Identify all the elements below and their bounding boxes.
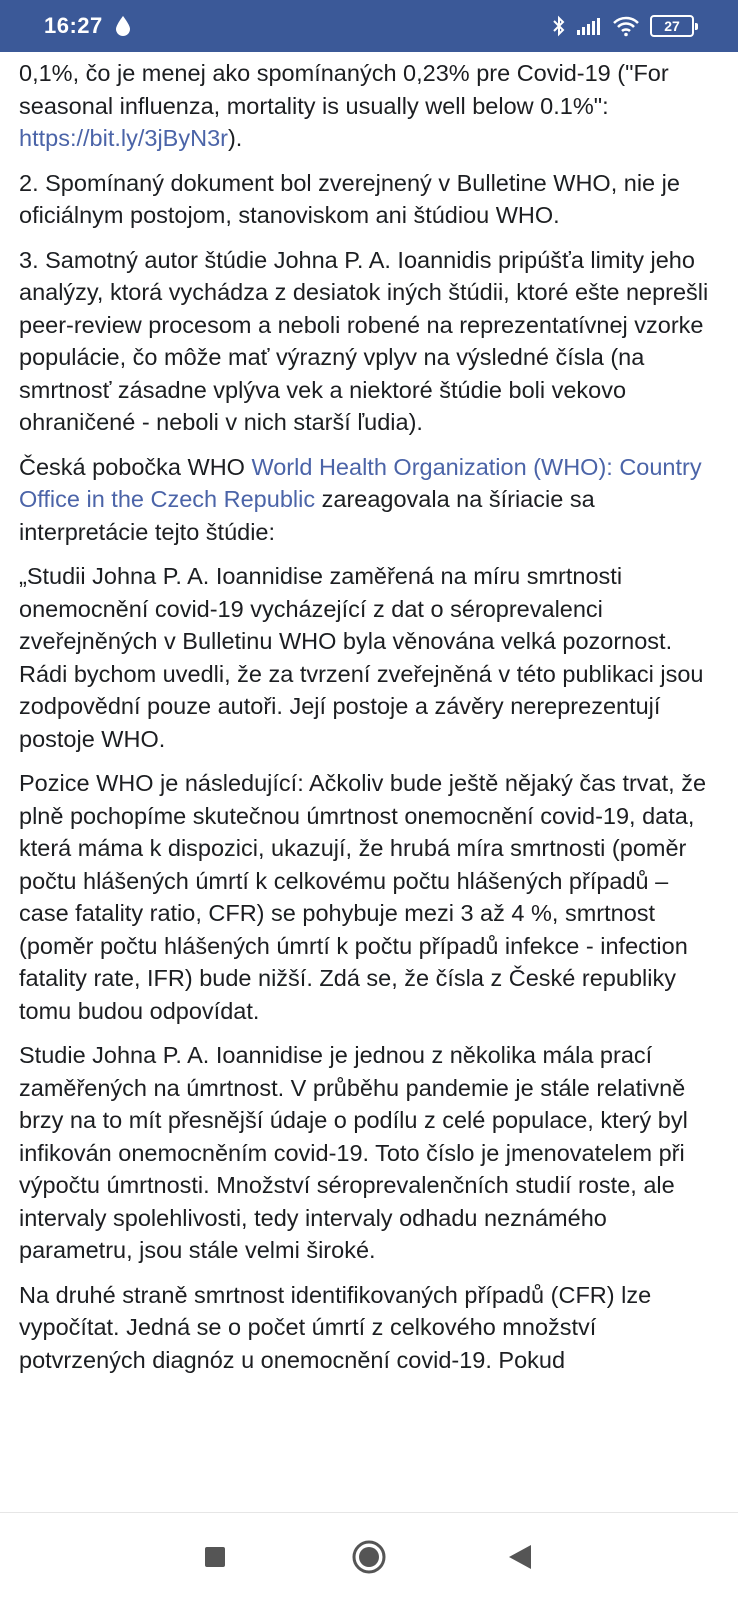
status-time: 16:27 xyxy=(44,13,103,38)
post-body xyxy=(0,52,738,1512)
square-icon xyxy=(203,1545,227,1569)
paragraph-1: 0,1%, čo je menej ako spomínaných 0,23% pre Covid-19 ("For seasonal influenza, mortality is usually well below 0.1%": https://bit.ly/3jByN3r). xyxy=(19,60,669,151)
navigation-bar xyxy=(0,1512,738,1600)
paragraph-3: 3. Samotný autor štúdie Johna P. A. Ioannidis pripúšťa limity jeho analýzy, ktorá vychádza z desiatok iných štúdii, ktoré ešte neprešli peer-review procesom a neboli robené na reprezentatívnej vzorke populácie, čo môže mať výrazný vplyv na výsledné čísla (na smrtnosť zásadne vplýva vek a niektoré štúdie boli vekovo ohraničené - neboli v nich starší ľudia). xyxy=(19,246,709,435)
home-button[interactable] xyxy=(349,1537,389,1577)
wifi-icon xyxy=(612,15,640,37)
paragraph-5: „Studii Johna P. A. Ioannidise zaměřená na míru smrtnosti onemocnění covid-19 vycházející z dat o séroprevalenci zveřejněných v Bulletinu WHO byla věnována velká pozornost. Rádi bychom uvedli, že za tvrzení zveřejněná v této publikaci jsou zodpovědní pouze autoři. Její postoje a závěry nereprezentují postoje WHO. xyxy=(19,563,704,752)
status-bar xyxy=(0,0,738,52)
status-icons xyxy=(552,15,694,37)
recents-button[interactable] xyxy=(195,1537,235,1577)
bitly-link[interactable]: https://bit.ly/3jByN3r xyxy=(19,125,228,151)
who-page-link[interactable]: World Health Organization (WHO): Country Office in the Czech Republic xyxy=(19,453,702,512)
bluetooth-icon xyxy=(552,15,566,37)
battery-icon xyxy=(650,15,694,37)
water-drop-icon xyxy=(115,15,131,37)
paragraph-4: Česká pobočka WHO World Health Organization (WHO): Country Office in the Czech Republic zareagovala na šíriacie sa interpretácie tejto štúdie: xyxy=(19,453,702,545)
battery-level: 27 xyxy=(664,18,680,34)
back-triangle-icon xyxy=(507,1543,533,1571)
paragraph-7: Studie Johna P. A. Ioannidise je jednou z několika mála prací zaměřených na úmrtnost. V průběhu pandemie je stále relativně brzy na to mít přesnější údaje o podílu z celé populace, který byl infikován onemocněním covid-19. Toto číslo je jmenovatelem při výpočtu úmrtnosti. Množství séroprevalenčních studií roste, ale intervaly spolehlivosti, tedy intervaly odhadu neznámého parametru, jsou stále velmi široké. xyxy=(19,1042,688,1263)
paragraph-8: Na druhé straně smrtnost identifikovaných případů (CFR) lze vypočítat. Jedná se o počet úmrtí z celkového množství potvrzených diagnóz u onemocnění covid-19. Pokud xyxy=(19,1281,652,1373)
paragraph-2: 2. Spomínaný dokument bol zverejnený v Bulletine WHO, nie je oficiálnym postojom, stanoviskom ani štúdiou WHO. xyxy=(19,169,680,228)
signal-icon xyxy=(576,16,602,36)
circle-icon xyxy=(351,1539,387,1575)
paragraph-6: Pozice WHO je následující: Ačkoliv bude ještě nějaký čas trvat, že plně pochopíme skutečnou úmrtnost onemocnění covid-19, data, která máma k dispozici, ukazují, že hrubá míra smrtnosti (poměr počtu hlášených úmrtí k celkovému počtu hlášených případů – case fatality ratio, CFR) se pohybuje mezi 3 až 4 %, smrtnost (poměr počtu hlášených úmrtí k počtu případů infekce - infection fatality rate, IFR) bude nižší. Zdá se, že čísla z České republiky tomu budou odpovídat. xyxy=(19,770,707,1024)
back-button[interactable] xyxy=(500,1537,540,1577)
